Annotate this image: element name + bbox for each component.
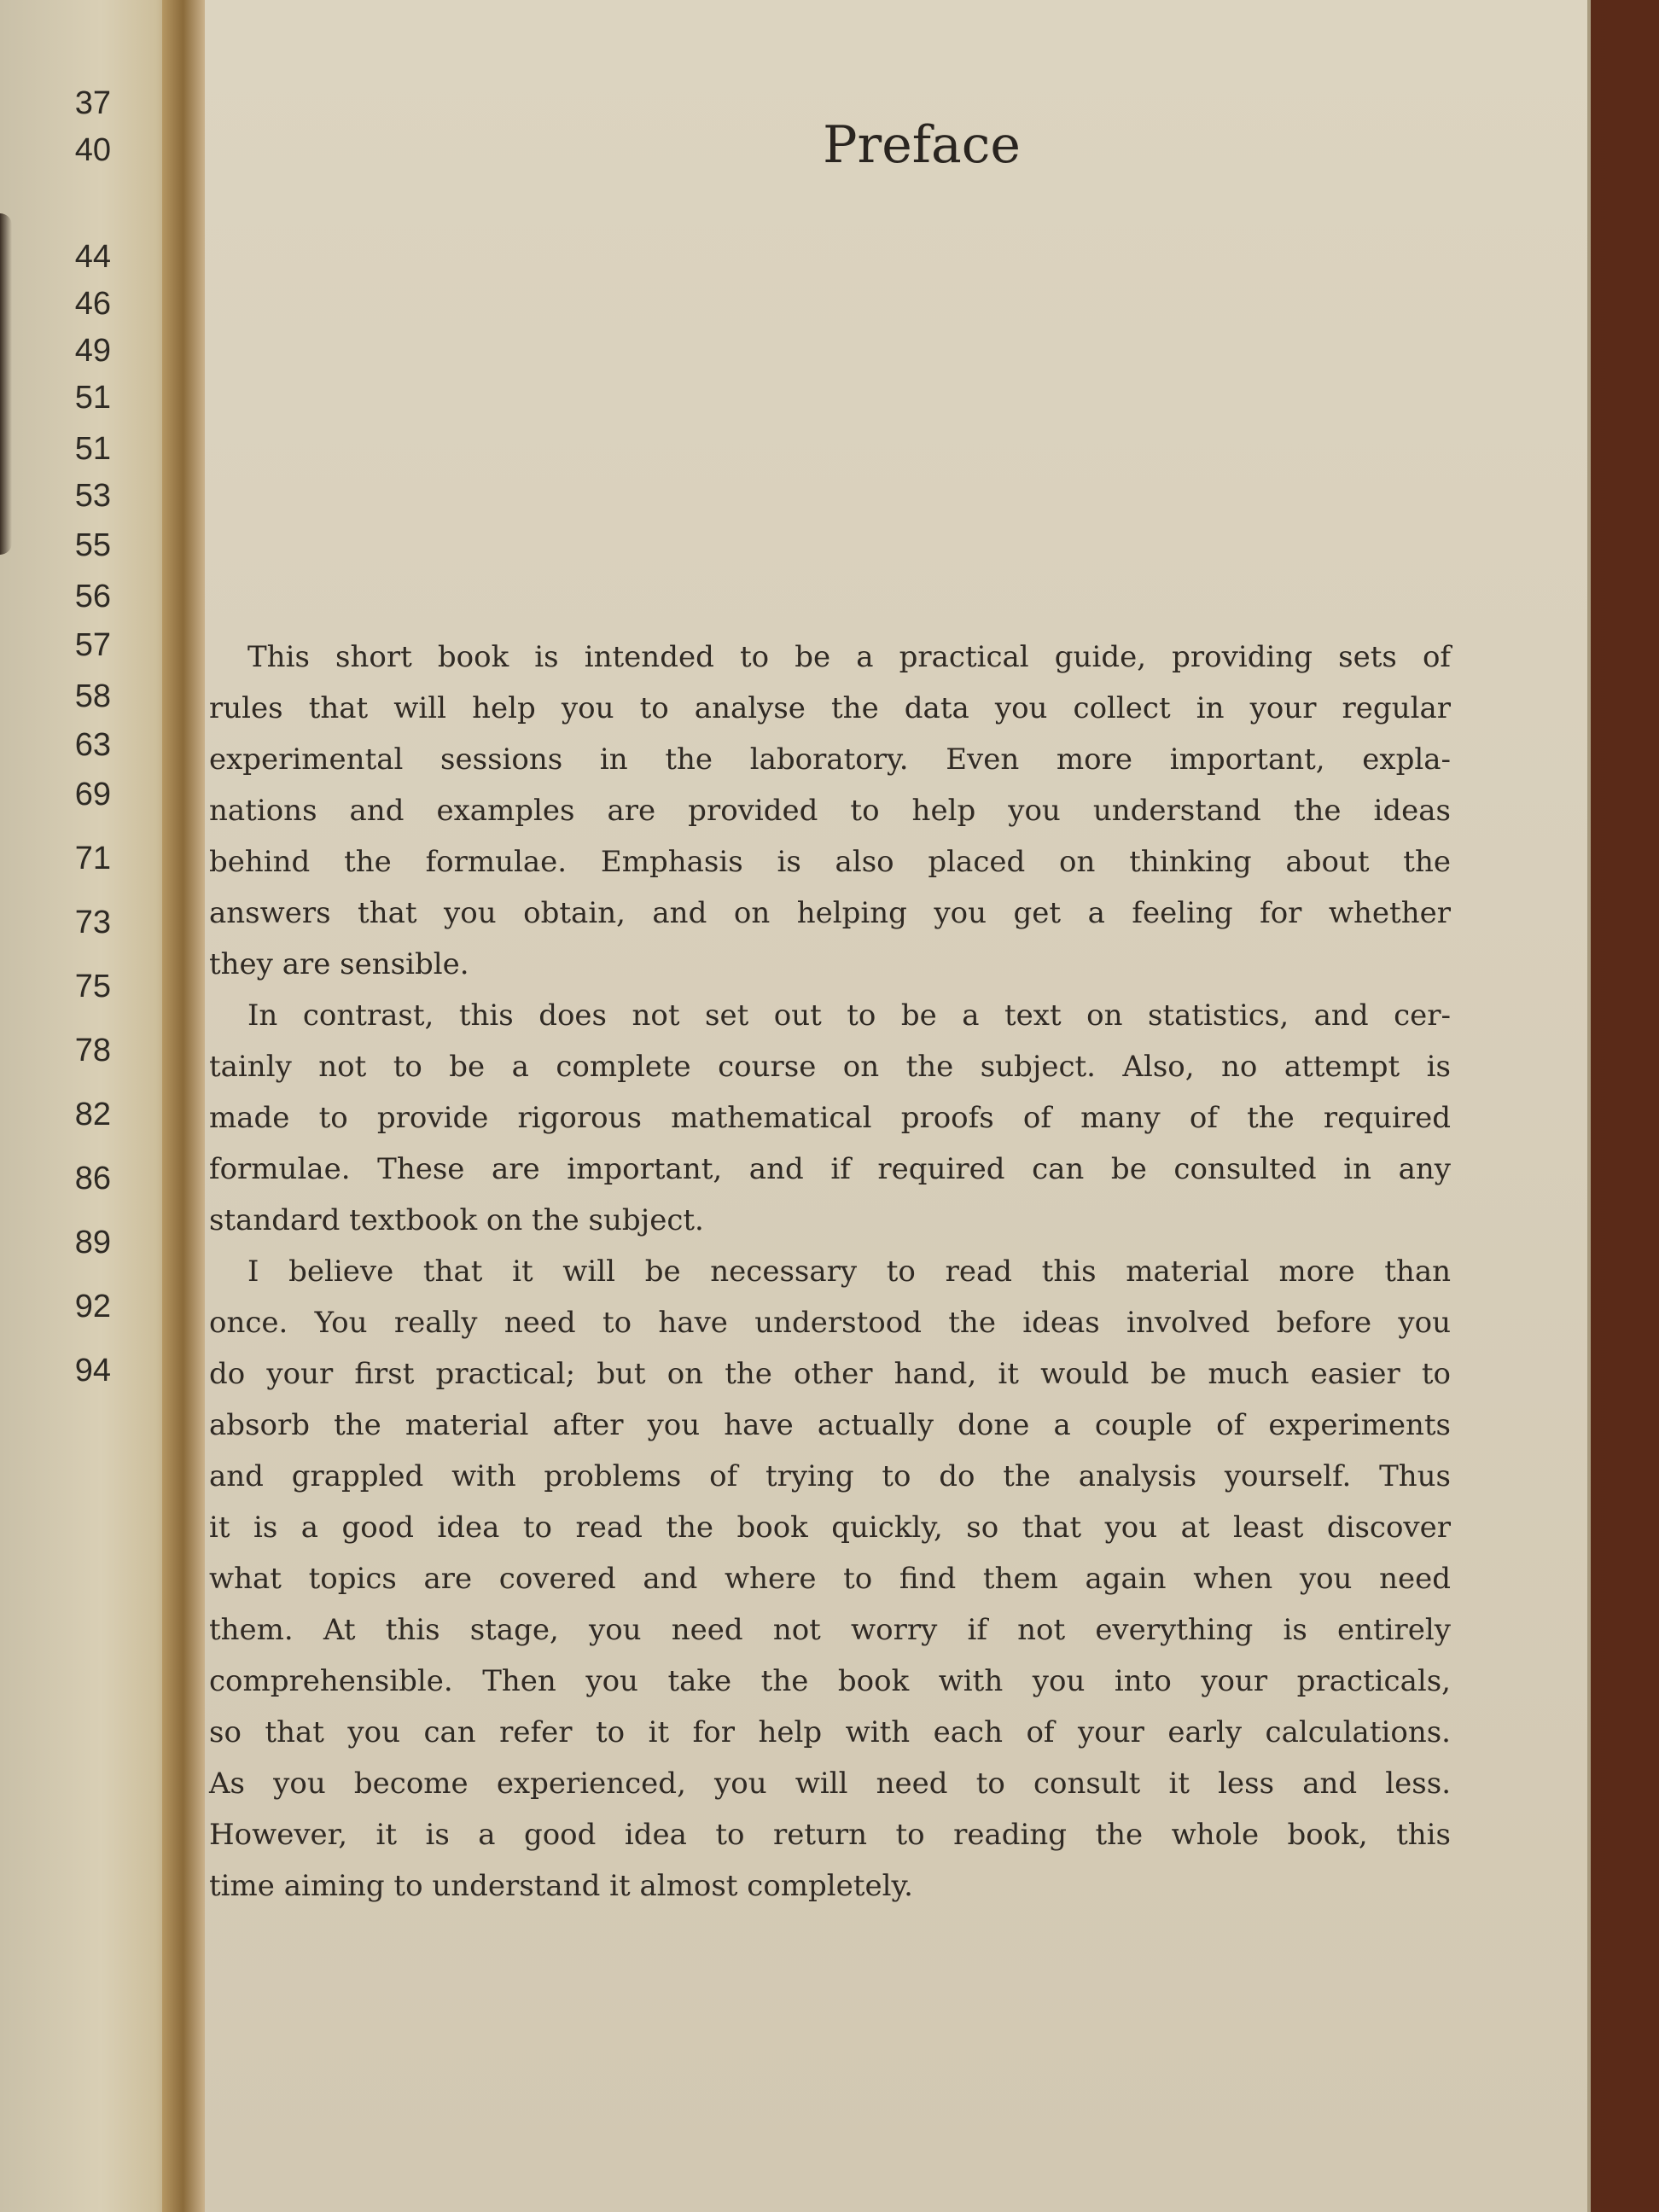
toc-page-number: 53: [74, 478, 111, 514]
toc-page-number: 63: [74, 727, 111, 763]
toc-page-number: 51: [74, 431, 111, 467]
toc-page-number: 40: [74, 132, 111, 168]
paragraph: [209, 632, 1451, 990]
paragraph: [209, 1246, 1451, 1912]
toc-page-number: 75: [74, 969, 111, 1004]
text-line: nations and examples are provided to help you understand the ideas: [209, 794, 1451, 828]
page-shadow: [0, 213, 12, 555]
text-line: I believe that it will be necessary to read this material more than: [247, 1254, 1451, 1289]
toc-page-number: 37: [74, 85, 111, 121]
toc-page-number: 78: [74, 1033, 111, 1068]
toc-page-number: 89: [74, 1225, 111, 1260]
text-line: rules that will help you to analyse the data you collect in your regular: [209, 691, 1451, 725]
toc-page-number: 58: [74, 678, 111, 714]
text-line: them. At this stage, you need not worry if not everything is entirely: [209, 1613, 1451, 1647]
text-line: so that you can refer to it for help with each of your early calculations.: [209, 1715, 1451, 1749]
text-line: As you become experienced, you will need to consult it less and less.: [209, 1767, 1451, 1801]
toc-page-number: 44: [74, 239, 111, 275]
toc-page-number: 86: [74, 1161, 111, 1196]
text-line: and grappled with problems of trying to do the analysis yourself. Thus: [209, 1459, 1451, 1493]
text-line: However, it is a good idea to return to reading the whole book, this: [209, 1818, 1451, 1852]
toc-page-number: 71: [74, 841, 111, 876]
text-line: they are sensible.: [209, 947, 469, 981]
toc-page-number: 57: [74, 627, 111, 663]
toc-page-number: 82: [74, 1097, 111, 1132]
text-line: standard textbook on the subject.: [209, 1203, 704, 1237]
toc-page-number: 46: [74, 286, 111, 322]
toc-page-number: 51: [74, 380, 111, 416]
toc-page-number: 69: [74, 777, 111, 812]
paragraph: [209, 990, 1451, 1246]
text-line: once. You really need to have understood the ideas involved before you: [209, 1306, 1451, 1340]
toc-page-number: 55: [74, 527, 111, 563]
right-page: [205, 0, 1591, 2212]
text-line: comprehensible. Then you take the book with you into your practicals,: [209, 1664, 1451, 1698]
text-line: behind the formulae. Emphasis is also placed on thinking about the: [209, 845, 1451, 879]
text-line: do your first practical; but on the other hand, it would be much easier to: [209, 1357, 1451, 1391]
left-page: [0, 0, 183, 2212]
toc-page-number: 49: [74, 333, 111, 369]
text-line: it is a good idea to read the book quickly, so that you at least discover: [209, 1511, 1451, 1545]
text-line: In contrast, this does not set out to be a text on statistics, and cer-: [247, 998, 1451, 1033]
text-line: made to provide rigorous mathematical proofs of many of the required: [209, 1101, 1451, 1135]
toc-page-number: 94: [74, 1353, 111, 1388]
preface-body: [209, 632, 1451, 1912]
page-title: Preface: [823, 115, 1021, 175]
text-line: experimental sessions in the laboratory. Even more important, expla-: [209, 742, 1451, 777]
toc-page-number: 56: [74, 579, 111, 614]
toc-page-number: 92: [74, 1289, 111, 1324]
text-line: This short book is intended to be a practical guide, providing sets of: [247, 640, 1451, 674]
text-line: time aiming to understand it almost completely.: [209, 1869, 913, 1903]
text-line: formulae. These are important, and if required can be consulted in any: [209, 1152, 1451, 1186]
toc-page-number: 73: [74, 905, 111, 940]
text-line: tainly not to be a complete course on the subject. Also, no attempt is: [209, 1050, 1451, 1084]
text-line: what topics are covered and where to find them again when you need: [209, 1562, 1451, 1596]
text-line: absorb the material after you have actually done a couple of experiments: [209, 1408, 1451, 1442]
text-line: answers that you obtain, and on helping you get a feeling for whether: [209, 896, 1451, 930]
